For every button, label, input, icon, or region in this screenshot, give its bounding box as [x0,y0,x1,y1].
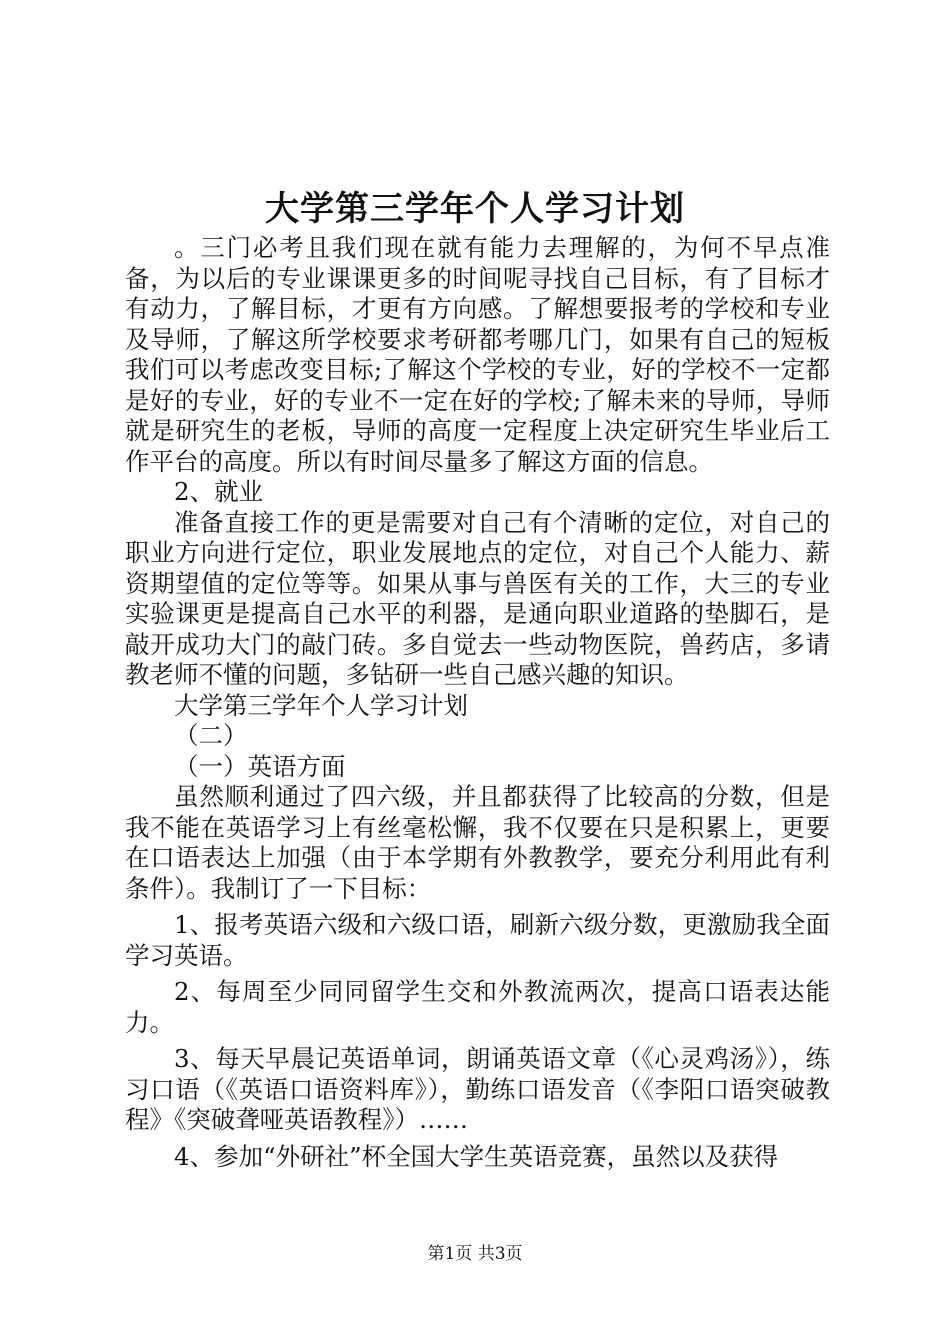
paragraph-kaoyan: 。三门必考且我们现在就有能力去理解的，为何不早点准备，为以后的专业课课更多的时间呢寻找自己目标，有了目标才有动力，了解目标，才更有方向感。了解想要报考的学校和专业及导师，了解这所学校要求考研都考哪几门，如果有自己的短板我们可以考虑改变目标;了解这个学校的专业，好的学校不一定都是好的专业，好的专业不一定在好的学校;了解未来的导师，导师就是研究生的老板，导师的高度一定程度上决定研究生毕业后工作平台的高度。所以有时间尽量多了解这方面的信息。 [125,233,830,476]
document-title: 大学第三学年个人学习计划 [265,189,685,229]
list-item-4: 4、参加“外研社”杯全国大学生英语竞赛，虽然以及获得 [174,1141,779,1171]
list-item-1: 1、报考英语六级和六级口语，刷新六级分数，更激励我全面学习英语。 [125,910,830,970]
section-number: （二） [174,721,248,750]
list-item-2: 2、每周至少同同留学生交和外教流两次，提高口语表达能力。 [125,977,830,1037]
list-item-3: 3、每天早晨记英语单词，朗诵英语文章（《心灵鸡汤》），练习口语（《英语口语资料库》），勤练口语发音（《李阳口语突破教程》《突破聋哑英语教程》）…… [125,1044,830,1134]
paragraph-jiuye: 准备直接工作的更是需要对自己有个清晰的定位，对自己的职业方向进行定位，职业发展地点的定位，对自己个人能力、薪资期望值的定位等等。如果从事与兽医有关的工作，大三的专业实验课更是提高自己水平的利器，是通向职业道路的垫脚石，是敲开成功大门的敲门砖。多自觉去一些动物医院，兽药店，多请教老师不懂的问题，多钻研一些自己感兴趣的知识。 [125,507,830,689]
paragraph-english-intro: 虽然顺利通过了四六级，并且都获得了比较高的分数，但是我不能在英语学习上有丝毫松懈，我不仅要在只是积累上，更要在口语表达上加强（由于本学期有外教教学，要充分利用此有利条件）。我制订了一下目标： [125,782,830,903]
heading-jiuye: 2、就业 [174,477,264,506]
heading-english: （一）英语方面 [174,751,346,781]
document-body [125,233,830,1172]
page-footer: 第1页 共3页 [427,1244,523,1264]
repeat-title: 大学第三学年个人学习计划 [174,690,468,720]
